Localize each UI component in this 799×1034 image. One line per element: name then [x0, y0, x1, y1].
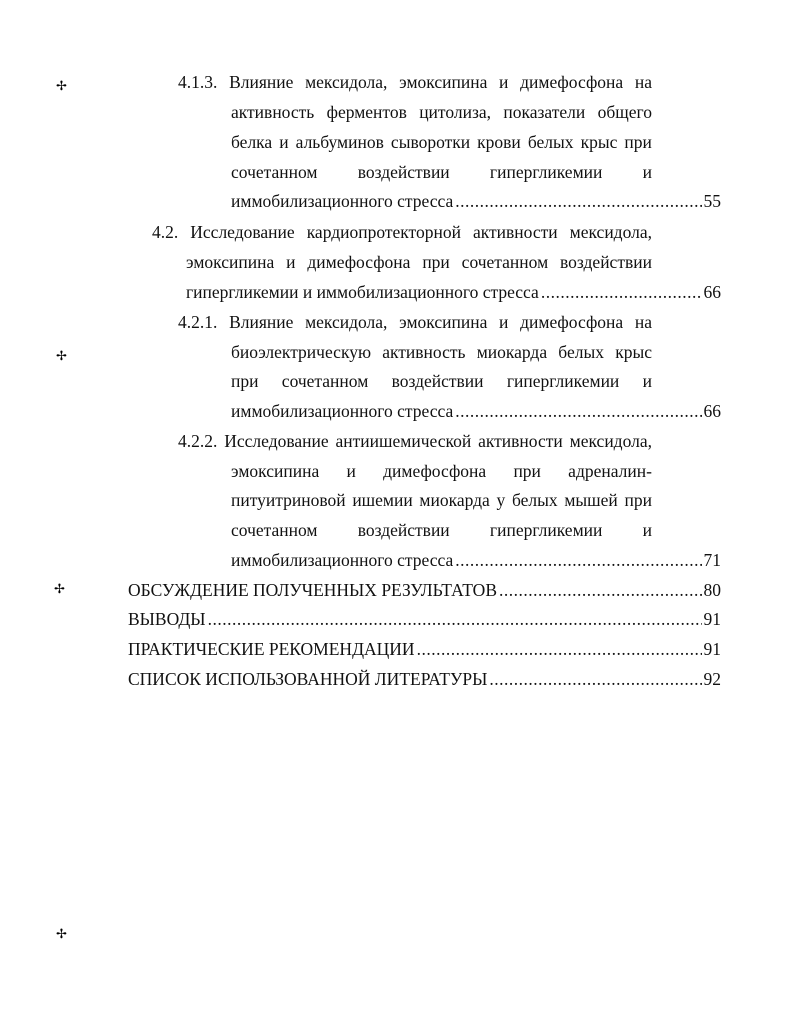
- toc-word: миокарда: [476, 342, 548, 362]
- toc-word: 4.2.2.: [178, 431, 218, 451]
- toc-word: 4.1.3.: [178, 72, 218, 92]
- toc-word: и: [279, 132, 289, 152]
- toc-entry-text: иммобилизационного стресса: [231, 550, 454, 570]
- toc-entry-text: ВЫВОДЫ: [128, 609, 206, 629]
- toc-word: при: [624, 132, 652, 152]
- toc-references[interactable]: [128, 664, 721, 694]
- dot-leader: [208, 604, 702, 634]
- toc-word: гипергликемии: [489, 520, 603, 540]
- page-number: 66: [703, 401, 721, 421]
- toc-word: активность: [231, 102, 315, 122]
- toc-word: у: [496, 490, 506, 510]
- toc-entry-text: гипергликемии и иммобилизационного стресса: [186, 282, 539, 302]
- toc-word: миокарда: [419, 490, 490, 510]
- toc-4-2-1-line-3: [231, 366, 652, 396]
- toc-word: питуитриновой: [231, 490, 346, 510]
- dot-leader: [455, 396, 701, 426]
- page-number: 66: [703, 282, 721, 302]
- toc-word: биоэлектрическую: [231, 342, 372, 362]
- toc-4-2-2-line-3: [231, 485, 652, 515]
- scan-speck-icon: ✢: [56, 349, 67, 364]
- toc-word: димефосфона: [307, 252, 411, 272]
- dot-leader: [489, 664, 701, 694]
- toc-word: 4.2.1.: [178, 312, 218, 332]
- toc-word: мексидола,: [569, 431, 652, 451]
- toc-word: Исследование: [190, 222, 295, 242]
- toc-word: кардиопротекторной: [306, 222, 461, 242]
- toc-conclusions[interactable]: [128, 604, 721, 634]
- toc-word: эмоксипина: [399, 312, 488, 332]
- toc-word: крыс: [580, 132, 618, 152]
- dot-leader: [455, 186, 701, 216]
- toc-word: мышей: [564, 490, 618, 510]
- page-number: 55: [703, 191, 721, 211]
- toc-word: сочетанном: [281, 371, 369, 391]
- toc-word: общего: [597, 102, 652, 122]
- toc-word: при: [513, 461, 541, 481]
- toc-word: Влияние: [229, 72, 294, 92]
- toc-word: гипергликемии: [506, 371, 620, 391]
- toc-word: сочетанном: [231, 162, 318, 182]
- toc-4-1-3-line-1: [178, 67, 652, 97]
- toc-entry-text: иммобилизационного стресса: [231, 191, 454, 211]
- toc-word: белка: [231, 132, 273, 152]
- page-number: 91: [703, 609, 721, 629]
- toc-word: при: [624, 490, 652, 510]
- toc-word: и: [499, 72, 509, 92]
- page-number: 92: [703, 669, 721, 689]
- toc-4-2-2-line-5[interactable]: [231, 545, 721, 575]
- toc-word: крови: [477, 132, 521, 152]
- toc-word: ишемии: [352, 490, 413, 510]
- toc-4-2-2-line-1: [178, 426, 652, 456]
- toc-4-2-2-line-2: [231, 456, 652, 486]
- toc-word: ферментов: [326, 102, 407, 122]
- toc-word: димефосфона: [383, 461, 487, 481]
- toc-word: и: [642, 162, 652, 182]
- toc-word: при: [422, 252, 450, 272]
- toc-word: эмоксипина: [231, 461, 320, 481]
- dot-leader: [541, 277, 702, 307]
- toc-4-2-line-2: [186, 247, 652, 277]
- toc-4-1-3-line-3: [231, 127, 652, 157]
- toc-word: димефосфона: [520, 312, 624, 332]
- toc-word: Влияние: [229, 312, 294, 332]
- toc-word: димефосфона: [520, 72, 624, 92]
- toc-word: сочетанном: [231, 520, 318, 540]
- page-number: 80: [703, 580, 721, 600]
- toc-word: гипергликемии: [489, 162, 603, 182]
- toc-word: мексидола,: [305, 312, 388, 332]
- toc-word: крыс: [615, 342, 652, 362]
- toc-word: альбуминов: [295, 132, 384, 152]
- toc-4-2-2-line-4: [231, 515, 652, 545]
- toc-word: на: [634, 312, 652, 332]
- toc-word: и: [499, 312, 509, 332]
- toc-word: и: [642, 520, 652, 540]
- toc-entry-text: ОБСУЖДЕНИЕ ПОЛУЧЕННЫХ РЕЗУЛЬТАТОВ: [128, 580, 497, 600]
- toc-word: белых: [558, 342, 604, 362]
- toc-word: сыворотки: [390, 132, 471, 152]
- toc-word: активности: [472, 222, 558, 242]
- toc-word: антиишемической: [335, 431, 472, 451]
- toc-word: при: [231, 371, 259, 391]
- toc-word: и: [346, 461, 356, 481]
- toc-4-2-line-3[interactable]: [186, 277, 721, 307]
- toc-word: и: [642, 371, 652, 391]
- toc-entry-text: ПРАКТИЧЕСКИЕ РЕКОМЕНДАЦИИ: [128, 639, 415, 659]
- toc-4-2-1-line-4[interactable]: [231, 396, 721, 426]
- scan-speck-icon: ✢: [56, 927, 67, 942]
- toc-word: воздействии: [357, 520, 450, 540]
- toc-word: сочетанном: [461, 252, 549, 272]
- toc-word: активность: [382, 342, 466, 362]
- toc-4-1-3-line-4: [231, 157, 652, 187]
- toc-word: Исследование: [224, 431, 329, 451]
- toc-word: воздействии: [391, 371, 484, 391]
- toc-word: мексидола,: [569, 222, 652, 242]
- toc-recommendations[interactable]: [128, 634, 721, 664]
- toc-word: воздействии: [357, 162, 450, 182]
- toc-word: эмоксипина: [399, 72, 488, 92]
- toc-entry-text: иммобилизационного стресса: [231, 401, 454, 421]
- toc-word: белых: [527, 132, 574, 152]
- toc-word: белых: [511, 490, 558, 510]
- toc-word: на: [634, 72, 652, 92]
- scan-speck-icon: ✢: [54, 582, 65, 597]
- toc-word: и: [286, 252, 296, 272]
- toc-word: воздействии: [560, 252, 652, 272]
- toc-4-1-3-line-5[interactable]: [231, 186, 721, 216]
- page-number: 91: [703, 639, 721, 659]
- toc-4-2-1-line-1: [178, 307, 652, 337]
- dot-leader: [455, 545, 701, 575]
- toc-4-1-3-line-2: [231, 97, 652, 127]
- toc-4-2-line-1: [152, 217, 652, 247]
- toc-word: показатели: [503, 102, 586, 122]
- toc-4-2-1-line-2: [231, 337, 652, 367]
- toc-word: активности: [478, 431, 563, 451]
- page-number: 71: [703, 550, 721, 570]
- dot-leader: [499, 575, 702, 605]
- toc-word: цитолиза,: [419, 102, 492, 122]
- toc-discussion[interactable]: [128, 575, 721, 605]
- dot-leader: [417, 634, 702, 664]
- toc-word: 4.2.: [152, 222, 179, 242]
- toc-word: эмоксипина: [186, 252, 275, 272]
- toc-word: мексидола,: [305, 72, 388, 92]
- toc-word: адреналин-: [568, 461, 652, 481]
- scan-speck-icon: ✢: [56, 79, 67, 94]
- toc-entry-text: СПИСОК ИСПОЛЬЗОВАННОЙ ЛИТЕРАТУРЫ: [128, 669, 488, 689]
